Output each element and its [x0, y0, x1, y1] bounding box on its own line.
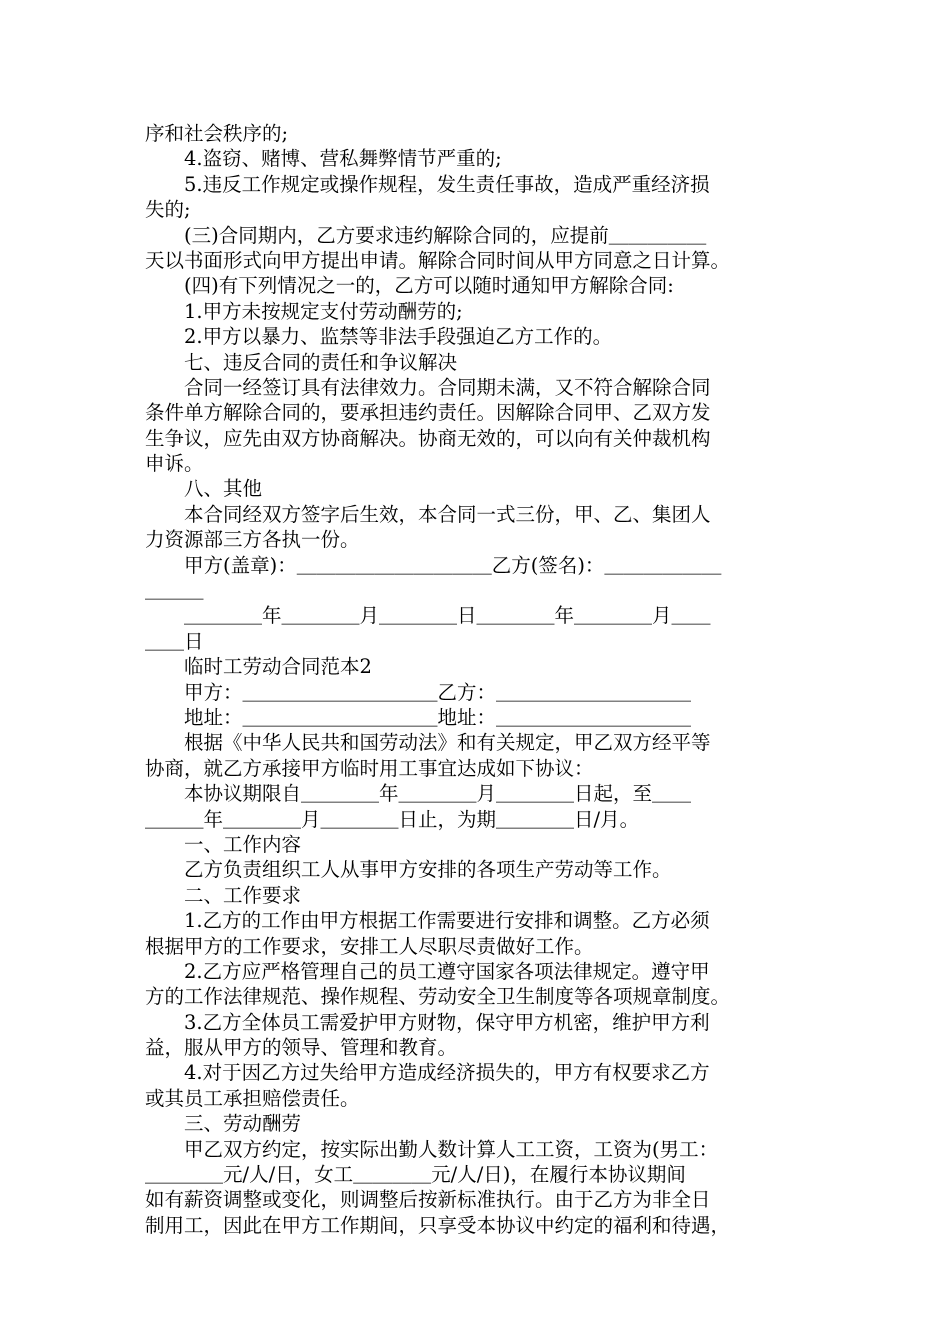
text-line: ＿＿＿＿年＿＿＿＿月＿＿＿＿日＿＿＿＿年＿＿＿＿月＿＿ [145, 604, 711, 628]
text-line: 失的; [145, 198, 191, 222]
text-line: 4.对于因乙方过失给甲方造成经济损失的，甲方有权要求乙方 [145, 1061, 710, 1085]
text-line: 二、工作要求 [145, 883, 302, 907]
document-page [145, 121, 815, 1238]
text-line: 益，服从甲方的领导、管理和教育。 [145, 1036, 458, 1060]
text-line: 甲方：＿＿＿＿＿＿＿＿＿＿乙方：＿＿＿＿＿＿＿＿＿＿ [145, 680, 692, 704]
text-line: 甲方(盖章)：＿＿＿＿＿＿＿＿＿＿乙方(签名)：＿＿＿＿＿＿ [145, 553, 722, 577]
text-line: 2.乙方应严格管理自己的员工遵守国家各项法律规定。遵守甲 [145, 959, 710, 983]
text-line: 八、其他 [145, 477, 263, 501]
text-line: 天以书面形式向甲方提出申请。解除合同时间从甲方同意之日计算。 [145, 248, 731, 272]
text-line: 临时工劳动合同范本2 [145, 655, 372, 679]
text-line: (四)有下列情况之一的，乙方可以随时通知甲方解除合同: [145, 274, 674, 298]
text-line: 甲乙双方约定，按实际出勤人数计算人工工资，工资为(男工： [145, 1137, 719, 1161]
text-line: 1.乙方的工作由甲方根据工作需要进行安排和调整。乙方必须 [145, 909, 710, 933]
text-line: 3.乙方全体员工需爱护甲方财物，保守甲方机密，维护甲方利 [145, 1010, 710, 1034]
text-line: ＿＿＿＿元/人/日，女工＿＿＿＿元/人/日)，在履行本协议期间 [145, 1163, 686, 1187]
text-line: 力资源部三方各执一份。 [145, 528, 360, 552]
text-line: 三、劳动酬劳 [145, 1112, 302, 1136]
text-line: 1.甲方未按规定支付劳动酬劳的; [145, 299, 463, 323]
text-line: 本协议期限自＿＿＿＿年＿＿＿＿月＿＿＿＿日起，至＿＿ [145, 782, 692, 806]
text-line: 序和社会秩序的; [145, 122, 289, 145]
text-line: 本合同经双方签字后生效，本合同一式三份，甲、乙、集团人 [145, 502, 711, 526]
text-line: 地址：＿＿＿＿＿＿＿＿＿＿地址：＿＿＿＿＿＿＿＿＿＿ [145, 705, 692, 729]
text-line: 合同一经签订具有法律效力。合同期未满，又不符合解除合同 [145, 375, 711, 399]
text-line: 5.违反工作规定或操作规程，发生责任事故，造成严重经济损 [145, 172, 710, 196]
text-line: 方的工作法律规范、操作规程、劳动安全卫生制度等各项规章制度。 [145, 985, 731, 1009]
text-line: 4.盗窃、赌博、营私舞弊情节严重的; [145, 147, 502, 171]
text-line: 乙方负责组织工人从事甲方安排的各项生产劳动等工作。 [145, 858, 672, 882]
text-line: 制用工，因此在甲方工作期间，只享受本协议中约定的福利和待遇， [145, 1213, 731, 1237]
text-line: 根据《中华人民共和国劳动法》和有关规定，甲乙双方经平等 [145, 731, 711, 755]
text-line: 根据甲方的工作要求，安排工人尽职尽责做好工作。 [145, 934, 594, 958]
text-line: ＿＿＿年＿＿＿＿月＿＿＿＿日止，为期＿＿＿＿日/月。 [145, 807, 640, 831]
text-line: (三)合同期内，乙方要求违约解除合同的，应提前＿＿＿＿＿ [145, 223, 707, 247]
text-line: 或其员工承担赔偿责任。 [145, 1086, 360, 1110]
text-line: ＿＿＿ [145, 579, 204, 603]
text-line: 如有薪资调整或变化，则调整后按新标准执行。由于乙方为非全日 [145, 1188, 711, 1212]
text-line: 七、违反合同的责任和争议解决 [145, 350, 458, 374]
text-line: 申诉。 [145, 452, 204, 476]
text-line: 协商，就乙方承接甲方临时用工事宜达成如下协议： [145, 756, 594, 780]
text-line: 2.甲方以暴力、监禁等非法手段强迫乙方工作的。 [145, 325, 613, 349]
text-line: 条件单方解除合同的，要承担违约责任。因解除合同甲、乙双方发 [145, 401, 711, 425]
text-line: 生争议，应先由双方协商解决。协商无效的，可以向有关仲裁机构 [145, 426, 711, 450]
text-line: ＿＿日 [145, 629, 204, 653]
text-line: 一、工作内容 [145, 832, 302, 856]
